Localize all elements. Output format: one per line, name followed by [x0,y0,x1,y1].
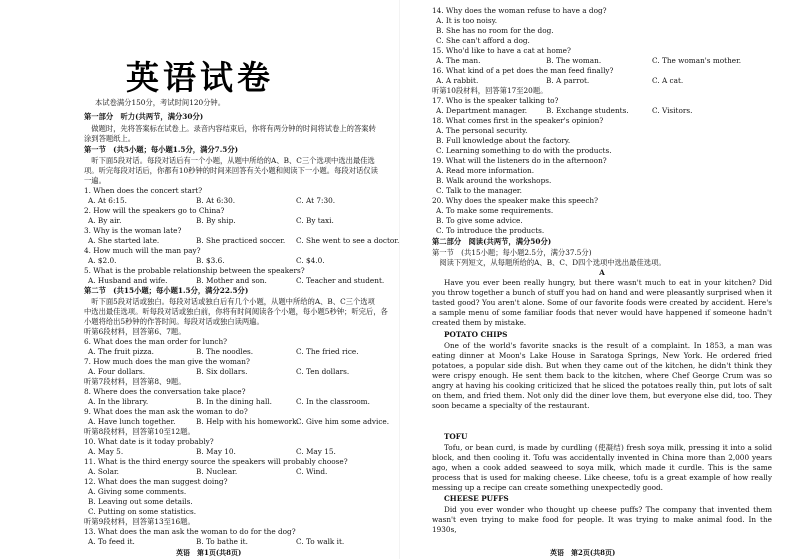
option-b: B. Full knowledge about the factory. [436,136,571,145]
option-c: C. Give him some advice. [296,417,390,426]
option-a: A. Husband and wife. [88,276,168,285]
option-a: A. Have lunch together. [88,417,176,426]
option-a: A. In the library. [88,397,149,406]
option-c: C. Putting on some statistics. [88,507,197,516]
question-stem: 3. Why is the woman late? [84,226,182,235]
option-c: C. The fried rice. [296,347,359,356]
option-b: B. By ship. [196,216,236,225]
question-stem: 18. What comes first in the speaker's opinion? [432,116,604,125]
option-c: C. The woman's mother. [652,56,742,65]
option-a: A. $2.0. [88,256,117,265]
question-stem: 1. When does the concert start? [84,186,203,195]
section2-instruction-line: 小题将给出5秒钟的作答时间。每段对话或独白读两遍。 [84,317,264,326]
option-b: B. The woman. [546,56,602,65]
listening-material-note: 听第10段材料，回答第17至20题。 [432,86,548,95]
question-stem: 15. Who'd like to have a cat at home? [432,46,571,55]
option-a: A. By air. [88,216,122,225]
page-footer: 英语 第1页(共8页) [176,548,242,557]
passage-subheading: CHEESE PUFFS [444,494,509,503]
option-c: C. Teacher and student. [296,276,385,285]
option-a: A. Read more information. [436,166,535,175]
question-stem: 20. Why does the speaker make this speech? [432,196,599,205]
part2-section1-heading: 第一节 (共15小题；每小题2.5分，满分37.5分) [432,248,592,257]
option-a: A. May 5. [88,447,124,456]
option-a: A. The fruit pizza. [88,347,154,356]
passage-paragraph: Did you ever wonder who thought up cheese puffs? The company that invented them wasn't even trying to make food for people. It was trying to make animal food. In the 1930s, [432,505,772,534]
option-b: B. Walk around the workshops. [436,176,552,185]
passage-subheading: POTATO CHIPS [444,330,508,339]
passage-label: A [599,268,605,277]
option-b: B. $3.6. [196,256,225,265]
option-c: C. To walk it. [296,537,345,546]
option-c: C. She went to see a doctor. [296,236,400,245]
listening-material-note: 听第7段材料，回答第8、9题。 [84,377,186,386]
option-b: B. To give some advice. [436,216,523,225]
option-b: B. A parrot. [546,76,590,85]
question-stem: 7. How much does the man give the woman? [84,357,250,366]
question-stem: 16. What kind of a pet does the man feed finally? [432,66,614,75]
page-footer: 英语 第2页(共8页) [550,548,616,557]
section2-instruction-line: 中选出最佳选项。听每段对话或独白前，你将有时间阅读各个小题，每小题5秒钟；听完后，各 [84,307,388,316]
option-a: A. The man. [436,56,481,65]
option-b: B. At 6:30. [196,196,236,205]
question-stem: 9. What does the man ask the woman to do? [84,407,248,416]
option-b: B. She has no room for the dog. [436,26,554,35]
option-a: A. To make some requirements. [436,206,554,215]
option-a: A. A rabbit. [436,76,479,85]
part2-instruction: 阅读下列短文，从每题所给的A、B、C、D四个选项中选出最佳选项。 [432,258,666,267]
option-b: B. Help with his homework. [196,417,299,426]
option-c: C. Ten dollars. [296,367,350,376]
option-c: C. May 15. [296,447,336,456]
part1-instruction-line: 做题时，先将答案标在试卷上。录音内容结束后，你将有两分钟的时间将试卷上的答案转 [84,124,376,133]
option-c: C. At 7:30. [296,196,336,205]
option-c: C. By taxi. [296,216,334,225]
option-c: C. $4.0. [296,256,325,265]
option-a: A. Giving some comments. [88,487,187,496]
option-c: C. Visitors. [652,106,693,115]
option-b: B. In the dining hall. [196,397,272,406]
option-a: A. At 6:15. [88,196,128,205]
passage-paragraph: Tofu, or bean curd, is made by curdling (使凝结) fresh soya milk, pressing it into a solid block, and then cooling it. Tofu was accidentally invented in China more than 2,000 years ago, when a cook added seaweed to soya milk, which made it curdle. This is the same process that is used for making cheese. Like cheese, tofu is a great example of how really messing up a recipe can create something unexpectedly good. [432,443,772,492]
question-stem: 4. How much will the man pay? [84,246,201,255]
part2-heading: 第二部分 阅读(共两节，满分50分) [432,237,552,246]
option-c: C. In the classroom. [296,397,370,406]
question-stem: 17. Who is the speaker talking to? [432,96,559,105]
section1-instruction-line: 一遍。 [84,176,106,185]
option-a: A. The personal security. [436,126,528,135]
question-stem: 14. Why does the woman refuse to have a dog? [432,6,607,15]
option-a: A. Department manager. [436,106,528,115]
listening-material-note: 听第6段材料，回答第6、7题。 [84,327,186,336]
part1-instruction-line: 涂到答题纸上。 [84,134,136,143]
exam-intro: 本试卷满分150分，考试时间120分钟。 [95,98,226,107]
option-c: C. Learning something to do with the products. [436,146,612,155]
option-c: C. Talk to the manager. [436,186,522,195]
option-c: C. She can't afford a dog. [436,36,530,45]
section1-instruction-line: 听下面5段对话。每段对话后有一个小题，从题中所给的A、B、C三个选项中选出最佳选 [84,156,375,165]
passage-paragraph: Have you ever been really hungry, but there wasn't much to eat in your kitchen? Did you throw together a bunch of stuff you had on hand and were pleasantly surprised when it tasted good? You aren't alone. Some of our favorite foods were created by accident. Here's a sample menu of some familiar foods that never would have happened if someone hadn't created them by mistake. [432,278,772,327]
option-c: C. Wind. [296,467,328,476]
passage-paragraph: One of the world's favorite snacks is the result of a complaint. In 1853, a man was eating dinner at Moon's Lake House in Saratoga Springs, New York. He ordered fried potatoes, a popular side dish. But when they came out of the kitchen, he didn't think they were crispy enough. He sent them back to the kitchen, where Chef George Crum was so angry at having his cooking criticized that he sliced the potatoes really thin, put lots of salt on them, and fried them. Not only did the diner love them, but everyone else did, too. They soon became a specialty of the restaurant. [432,341,772,410]
exam-title: 英语试卷 [126,58,274,97]
option-b: B. Six dollars. [196,367,248,376]
option-a: A. She started late. [88,236,160,245]
option-b: B. The noodles. [196,347,254,356]
question-stem: 5. What is the probable relationship between the speakers? [84,266,305,275]
option-b: B. To bathe it. [196,537,248,546]
question-stem: 8. Where does the conversation take place? [84,387,246,396]
option-b: B. Leaving out some details. [88,497,193,506]
question-stem: 11. What is the third energy source the speakers will probably choose? [84,457,348,466]
option-b: B. May 10. [196,447,236,456]
question-stem: 10. What date is it today probably? [84,437,214,446]
right-page [400,0,800,559]
question-stem: 13. What does the man ask the woman to do for the dog? [84,527,296,536]
question-stem: 12. What does the man suggest doing? [84,477,228,486]
option-a: A. Solar. [88,467,119,476]
section2-instruction-line: 听下面5段对话或独白。每段对话或独白后有几个小题，从题中所给的A、B、C三个选项 [84,297,375,306]
option-b: B. Mother and son. [196,276,267,285]
option-a: A. To feed it. [88,537,135,546]
section2-heading: 第二节 (共15小题；每小题1.5分，满分22.5分) [84,286,249,295]
option-a: A. Four dollars. [88,367,146,376]
section1-heading: 第一节 (共5小题；每小题1.5分，满分7.5分) [84,145,239,154]
listening-material-note: 听第8段材料，回答第10至12题。 [84,427,195,436]
option-b: B. She practiced soccer. [196,236,286,245]
section1-instruction-line: 项。听完每段对话后，你都有10秒钟的时间来回答有关小题和阅读下一小题。每段对话仅读 [84,166,378,175]
part1-heading: 第一部分 听力(共两节，满分30分) [84,112,204,121]
listening-material-note: 听第9段材料，回答第13至16题。 [84,517,195,526]
option-c: C. To introduce the products. [436,226,545,235]
question-stem: 6. What does the man order for lunch? [84,337,228,346]
option-c: C. A cat. [652,76,684,85]
question-stem: 2. How will the speakers go to China? [84,206,225,215]
option-b: B. Exchange students. [546,106,629,115]
option-b: B. Nuclear. [196,467,238,476]
option-a: A. It is too noisy. [436,16,498,25]
question-stem: 19. What will the listeners do in the afternoon? [432,156,607,165]
passage-subheading: TOFU [444,432,468,441]
